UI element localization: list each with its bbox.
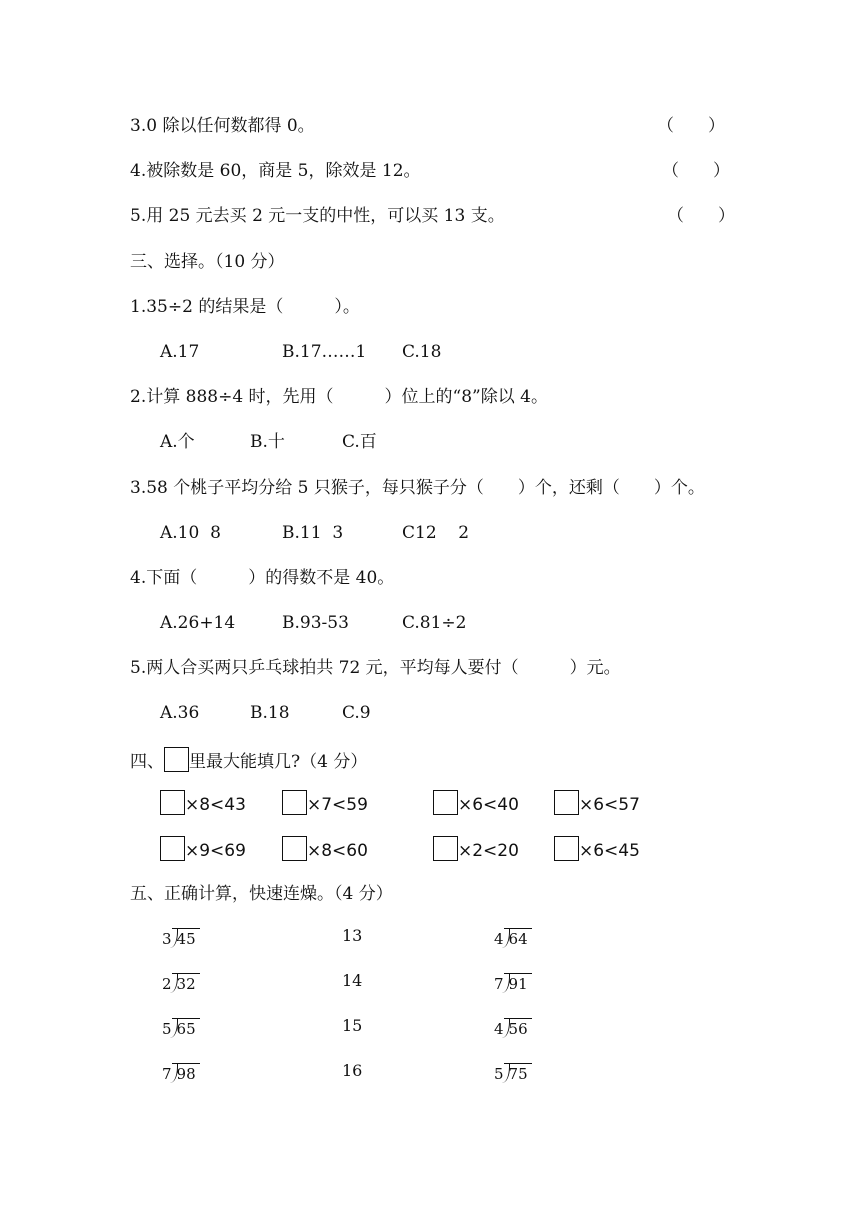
answer-box[interactable] (433, 836, 458, 861)
dividend: 75 (504, 1063, 532, 1084)
choice-option[interactable]: B.17……1 (282, 342, 367, 362)
choice-option[interactable]: A.个 (160, 432, 195, 452)
divisor: 7 (494, 975, 504, 993)
inequality (554, 836, 640, 865)
choice-question-5: 5.两人合买两只乒乓球拍共 72 元，平均每人要付（ ）元。 (130, 658, 621, 678)
choice-option[interactable]: C.9 (342, 703, 371, 723)
judge-item-4: 4.被除数是 60，商是 5，除效是 12。 (130, 161, 421, 181)
dividend: 98 (172, 1063, 200, 1084)
answer-box[interactable] (282, 790, 307, 815)
dividend: 64 (504, 928, 532, 949)
judge-item-3: 3.0 除以任何数都得 0。 (130, 116, 315, 136)
choice-question-3: 3.58 个桃子平均分给 5 只猴子，每只猴子分（ ）个，还剩（ ）个。 (130, 478, 705, 498)
divisor: 2 (162, 975, 172, 993)
judge-item-5: 5.用 25 元去买 2 元一支的中性，可以买 13 支。 (130, 206, 505, 226)
divisor: 5 (494, 1065, 504, 1083)
match-number[interactable]: 15 (342, 1016, 363, 1035)
answer-box[interactable] (160, 836, 185, 861)
section-title-fill (130, 747, 367, 774)
divisor: 7 (162, 1065, 172, 1083)
divisor: 4 (494, 930, 504, 948)
divisor: 4 (494, 1020, 504, 1038)
answer-box[interactable] (554, 836, 579, 861)
long-division (162, 973, 200, 994)
choice-option[interactable]: C.81÷2 (402, 613, 467, 633)
answer-bracket[interactable]: （ ） (662, 161, 730, 181)
choice-option[interactable]: C.百 (342, 432, 377, 452)
long-division (162, 928, 200, 949)
choice-option[interactable]: B.93-53 (282, 613, 349, 633)
match-number[interactable]: 16 (342, 1061, 363, 1080)
choice-question-1: 1.35÷2 的结果是（ ）。 (130, 297, 360, 317)
inequality (282, 836, 368, 865)
inequality (554, 790, 640, 819)
choice-option[interactable]: A.10 8 (160, 523, 221, 543)
section-title-suffix: 里最大能填几?（4 分） (189, 752, 368, 772)
answer-box[interactable] (160, 790, 185, 815)
choice-option[interactable]: A.26+14 (160, 613, 236, 633)
match-number[interactable]: 13 (342, 926, 363, 945)
inequality (160, 790, 246, 819)
answer-bracket[interactable]: （ ） (657, 116, 725, 136)
inequality-text: ×6<40 (458, 795, 519, 815)
inequality-text: ×6<45 (579, 841, 640, 861)
dividend: 65 (172, 1018, 200, 1039)
section-title-calc: 五、正确计算，快速连燥。（4 分） (130, 884, 393, 904)
inequality (282, 790, 368, 819)
choice-option[interactable]: A.36 (160, 703, 200, 723)
inequality-text: ×7<59 (307, 795, 368, 815)
answer-bracket[interactable]: （ ） (667, 206, 735, 226)
choice-option[interactable]: B.18 (250, 703, 290, 723)
inequality-text: ×6<57 (579, 795, 640, 815)
long-division (162, 1063, 200, 1084)
dividend: 45 (172, 928, 200, 949)
long-division (162, 1018, 200, 1039)
inequality-text: ×8<43 (185, 795, 246, 815)
dividend: 91 (504, 973, 532, 994)
choice-question-2: 2.计算 888÷4 时，先用（ ）位上的“8”除以 4。 (130, 387, 548, 407)
answer-box[interactable] (554, 790, 579, 815)
choice-question-4: 4.下面（ ）的得数不是 40。 (130, 568, 395, 588)
inequality-text: ×2<20 (458, 841, 519, 861)
long-division (494, 1063, 532, 1084)
section-title-choice: 三、选择。（10 分） (130, 252, 285, 272)
dividend: 56 (504, 1018, 532, 1039)
inequality (160, 836, 246, 865)
choice-option[interactable]: B.11 3 (282, 523, 344, 543)
choice-option[interactable]: C.18 (402, 342, 442, 362)
inequality-text: ×9<69 (185, 841, 246, 861)
dividend: 32 (172, 973, 200, 994)
blank-box-icon (164, 747, 189, 772)
inequality (433, 836, 519, 865)
inequality (433, 790, 519, 819)
long-division (494, 973, 532, 994)
section-title-prefix: 四、 (130, 752, 164, 772)
long-division (494, 928, 532, 949)
inequality-text: ×8<60 (307, 841, 368, 861)
answer-box[interactable] (282, 836, 307, 861)
divisor: 3 (162, 930, 172, 948)
answer-box[interactable] (433, 790, 458, 815)
long-division (494, 1018, 532, 1039)
choice-option[interactable]: C12 2 (402, 523, 470, 543)
choice-option[interactable]: A.17 (160, 342, 200, 362)
choice-option[interactable]: B.十 (250, 432, 285, 452)
divisor: 5 (162, 1020, 172, 1038)
match-number[interactable]: 14 (342, 971, 363, 990)
